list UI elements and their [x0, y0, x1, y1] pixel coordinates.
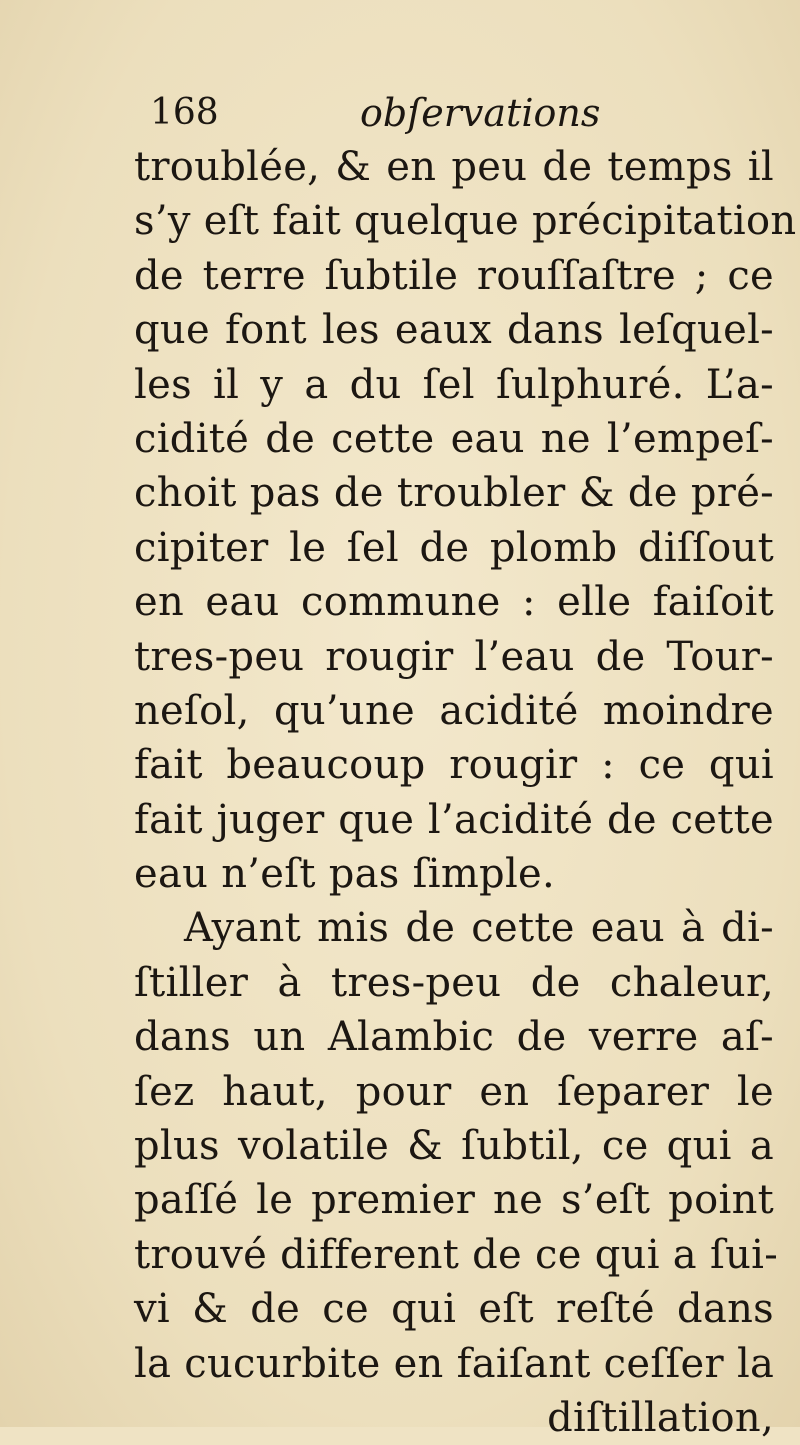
text-line: en eau commune : elle faiſoit [134, 579, 774, 626]
text-line: cidité de cette eau ne l’empeſ- [134, 415, 774, 462]
text-line: tres-peu rougir l’eau de Tour- [134, 633, 774, 680]
page-number: 168 [150, 92, 219, 133]
text-line: cipiter le ſel de plomb diſſout [134, 524, 774, 571]
running-head: obſervations [360, 91, 601, 135]
text-line: choit pas de troubler & de pré- [134, 470, 774, 517]
text-line: trouvé different de ce qui a ſui- [134, 1231, 779, 1278]
text-line: paſſé le premier ne s’eſt point [134, 1177, 774, 1224]
body-text [134, 140, 797, 1445]
text-line: que font les eaux dans leſquel- [134, 307, 774, 354]
text-line: fait juger que l’acidité de cette [134, 796, 774, 843]
paragraph-last-line: eau n’eſt pas ſimple. [134, 851, 556, 898]
text-line: s’y eſt fait quelque précipitation [134, 198, 797, 245]
text-line: les il y a du ſel ſulphuré. L’a- [134, 361, 774, 408]
text-line: troublée, & en peu de temps il [134, 144, 774, 190]
text-line: fait beaucoup rougir : ce qui [134, 742, 774, 789]
text-line: ſtiller à tres-peu de chaleur, [134, 959, 774, 1006]
page-header [150, 88, 650, 138]
text-line: dans un Alambic de verre aſ- [134, 1014, 774, 1061]
paragraph-first-line: Ayant mis de cette eau à di- [184, 905, 774, 952]
text-line: la cucurbite en faiſant ceſſer la [134, 1340, 775, 1387]
text-line: vi & de ce qui eſt reſté dans [134, 1286, 774, 1333]
text-line: neſol, qu’une acidité moindre [134, 687, 774, 734]
catchword-line: diſtillation, [547, 1394, 774, 1441]
text-line: de terre ſubtile rouſſaſtre ; ce [134, 252, 774, 299]
text-line: plus volatile & ſubtil, ce qui a [134, 1123, 774, 1170]
text-line: ſez haut, pour en ſeparer le [134, 1068, 774, 1115]
